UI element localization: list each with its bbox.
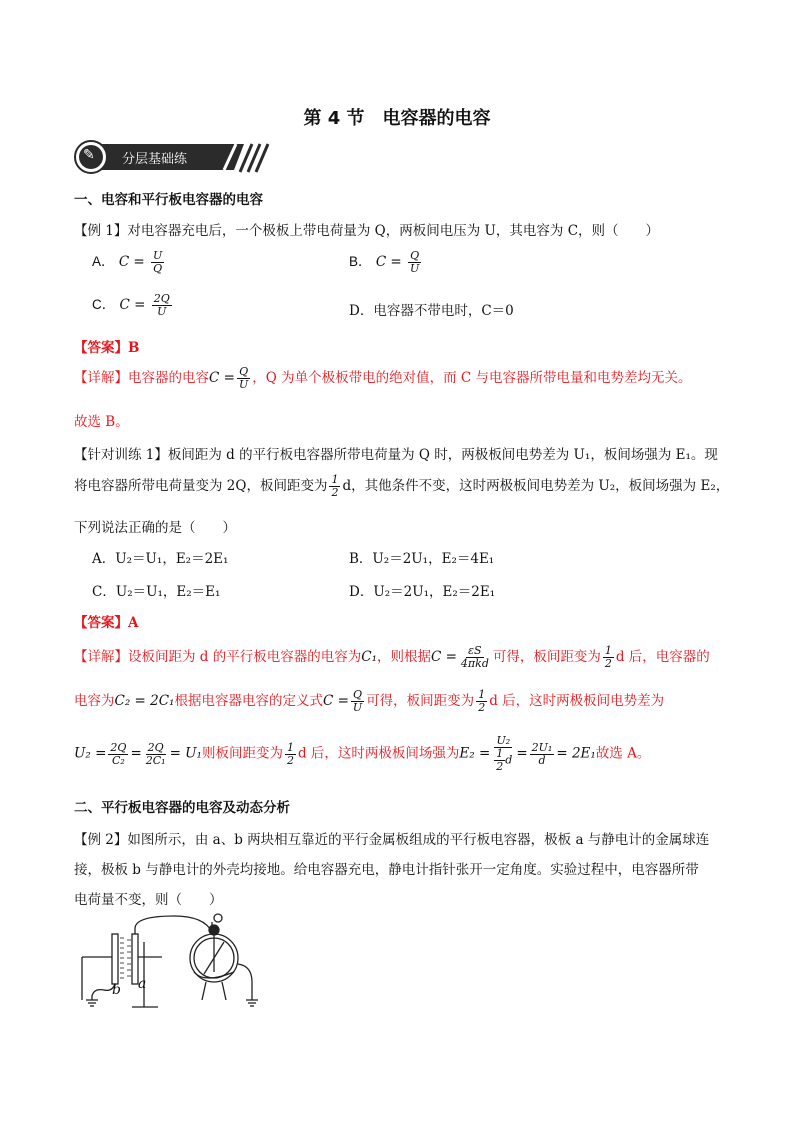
fraction: $\frac{2Q}{U}$ bbox=[153, 292, 170, 318]
example-1-answer: 【答案】B bbox=[74, 340, 140, 356]
fraction: $\frac{Q}{U}$ bbox=[238, 365, 249, 391]
training-1-detail-line-2: 电容为C₂ = 2C₁根据电容器电容的定义式C = $\frac{Q}{U}$ 可得，板间距变为 $\frac{1}{2}$ d 后，这时两极板间电势差为 bbox=[74, 688, 665, 714]
example-2-line-2: 接，极板 b 与静电计的外壳均接地。给电容器充电，静电计指针张开一定角度。实验过程中，电容器所带 bbox=[74, 862, 699, 878]
training-1-option-a: A．U₂＝U₁，E₂＝2E₁ bbox=[92, 551, 229, 567]
example-1-option-c: C． C = $\frac{2Q}{U}$ bbox=[92, 292, 170, 318]
fraction: $\frac{1}{2}$ bbox=[286, 740, 294, 767]
training-1-line-3: 下列说法正确的是（ ） bbox=[74, 520, 236, 536]
training-1-option-d: D．U₂＝2U₁，E₂＝2E₁ bbox=[349, 584, 496, 600]
fraction: $\frac{Q}{U}$ bbox=[352, 688, 363, 714]
plate-b-label: b bbox=[112, 982, 121, 998]
compound-fraction: U₂ $\frac{1}{2}$ d bbox=[496, 734, 513, 773]
training-1-line-1: 【针对训练 1】板间距为 d 的平行板电容器所带电荷量为 Q 时，两极板间电势差为 U₁，板间场强为 E₁。现 bbox=[74, 447, 718, 463]
training-1-option-c: C．U₂＝U₁，E₂＝E₁ bbox=[92, 584, 221, 600]
training-1-detail-line-3: U₂ = $\frac{2Q}{\text{C₂}}$ = $\frac{2Q}{\text{2C₁}}$ = U₁则板间距变为 $\frac{1}{2}$ d 后，这时两极板间场强为E₂ = U₂ $\frac{1}{2}$ d = $\frac{\text{2U₁}}{d}$ = 2E₁故选 A。 bbox=[74, 734, 651, 773]
fraction: $\frac{\text{2U₁}}{d}$ bbox=[531, 740, 553, 767]
training-1-detail-line-1: 【详解】设板间距为 d 的平行板电容器的电容为C₁，则根据C = $\frac{\varepsilon S}{\text{4πkd}}$ 可得，板间距变为 $\frac{1}{2}$ d 后，电容器的 bbox=[74, 644, 710, 670]
example-1-option-b: B． C = $\frac{Q}{U}$ bbox=[349, 249, 420, 275]
example-1-option-a: A． C = $\frac{U}{Q}$ bbox=[92, 249, 163, 275]
fraction: $\frac{1}{2}$ bbox=[478, 688, 486, 714]
plate-a-label: a bbox=[138, 976, 147, 992]
fraction: $\frac{1}{2}$ bbox=[331, 473, 339, 499]
fraction: $\frac{2Q}{\text{2C₁}}$ bbox=[145, 740, 166, 767]
section-heading-2: 二、平行板电容器的电容及动态分析 bbox=[74, 800, 290, 816]
fraction: $\frac{2Q}{\text{C₂}}$ bbox=[110, 740, 127, 767]
banner-label: 分层基础练 bbox=[122, 152, 188, 167]
page-title: 第 4 节 电容器的电容 bbox=[303, 108, 491, 129]
training-1-line-2: 将电容器所带电荷量变为 2Q，板间距变为 $\frac{1}{2}$ d，其他条件不变，这时两极板间电势差为 U₂，板间场强为 E₂， bbox=[74, 473, 730, 499]
fraction: $\frac{Q}{U}$ bbox=[410, 249, 420, 275]
section-heading-1: 一、电容和平行板电容器的电容 bbox=[74, 192, 263, 208]
example-2-line-3: 电荷量不变，则（ ） bbox=[74, 892, 223, 908]
banner-icon: ✎ bbox=[83, 147, 95, 163]
fraction: $\frac{U}{Q}$ bbox=[153, 249, 163, 275]
electrometer-figure bbox=[74, 912, 264, 1012]
training-1-option-b: B．U₂＝2U₁，E₂＝4E₁ bbox=[349, 551, 495, 567]
example-1-conclusion: 故选 B。 bbox=[74, 414, 129, 430]
fraction: $\frac{\varepsilon S}{\text{4πkd}}$ bbox=[460, 644, 489, 670]
example-1-stem: 【例 1】对电容器充电后，一个极板上带电荷量为 Q，两板间电压为 U，其电容为 C，则（ ） bbox=[74, 223, 660, 239]
example-1-detail: 【详解】电容器的电容C = $\frac{Q}{U}$ ，Q 为单个极板带电的绝对值，而 C 与电容器所带电量和电势差均无关。 bbox=[74, 365, 692, 391]
section-banner bbox=[74, 140, 272, 174]
example-2-line-1: 【例 2】如图所示，由 a、b 两块相互靠近的平行金属板组成的平行板电容器，极板 a 与静电计的金属球连 bbox=[74, 832, 710, 848]
fraction: $\frac{1}{2}$ bbox=[604, 644, 612, 670]
training-1-answer: 【答案】A bbox=[74, 615, 139, 631]
capacitor-electrometer-diagram bbox=[74, 912, 264, 1012]
example-1-option-d: D．电容器不带电时，C＝0 bbox=[349, 303, 514, 319]
